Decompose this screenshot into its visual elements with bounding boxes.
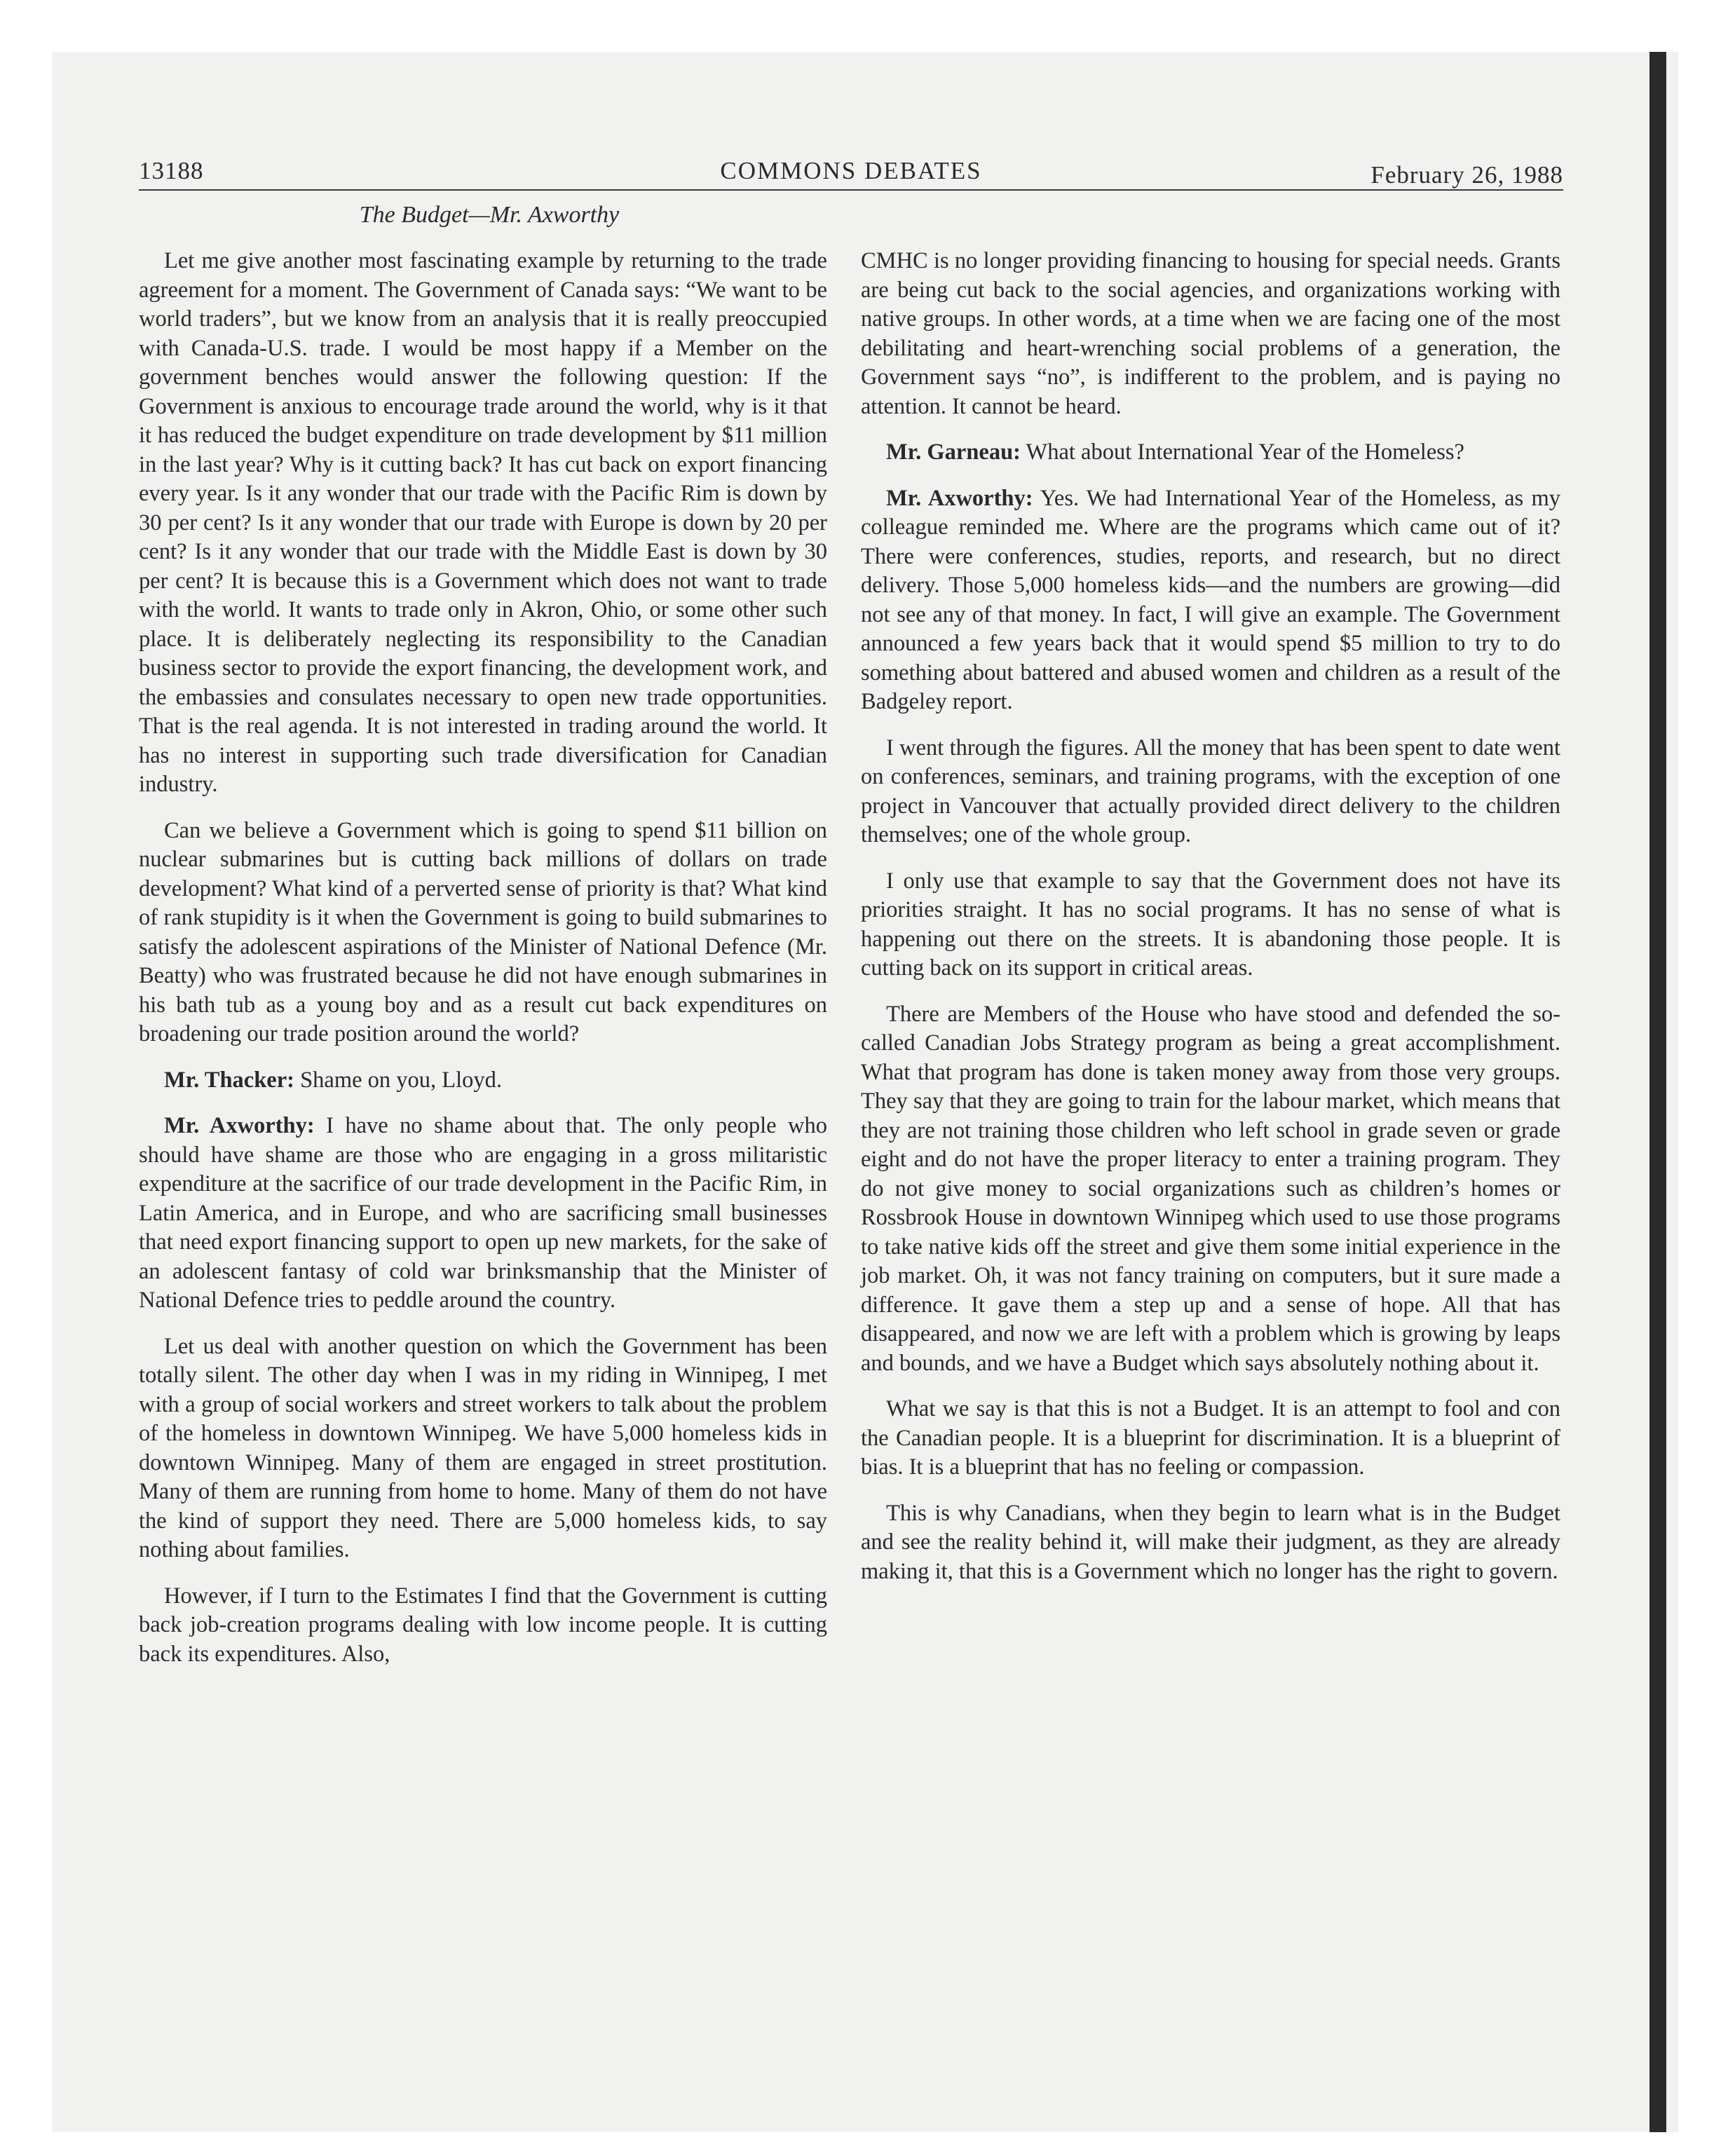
paragraph: What we say is that this is not a Budget. It is an attempt to fool and con the Canadian people. It is a blueprint for discrimination. It is a blueprint of bias. It is a blueprint that has no feeling or compassion.	[861, 1396, 1560, 1480]
paragraph: I only use that example to say that the Government does not have its priorities straight. It has no social programs. It has no sense of what is happening out there on the streets. It is abandoning those people. It is cutting back on its support in critical areas.	[861, 868, 1560, 981]
paragraph: CMHC is no longer providing financing to housing for special needs. Grants are being cut back to the social agencies, and organizations working with native groups. In other words, at a time when we are facing one of the most debilitating and heart-wrenching social problems of a generation, the Government says “no”, is indifferent to the problem, and is paying no attention. It cannot be heard.	[861, 248, 1560, 419]
paragraph: This is why Canadians, when they begin to learn what is in the Budget and see the reality behind it, will make their judgment, as they are already making it, that this is a Government which no longer has the right to govern.	[861, 1500, 1560, 1584]
running-head: The Budget—Mr. Axworthy	[359, 202, 620, 228]
speech-paragraph: Mr. Axworthy: Yes. We had International Year of the Homeless, as my colleague reminded me. Where are the programs which came out of it? There were conferences, studies, reports, and research, but no direct delivery. Those 5,000 homeless kids—and the numbers are growing—did not see any of that money. In fact, I will give an example. The Government announced a few years back that it would spend $5 million to try to do something about battered and abused women and children as a result of the Badgeley report.	[861, 485, 1560, 714]
paragraph: Let us deal with another question on which the Government has been totally silent. The other day when I was in my riding in Winnipeg, I met with a group of social workers and street workers to talk about the problem of the homeless in downtown Winnipeg. We have 5,000 homeless kids in downtown Winnipeg. Many of them are engaged in street prostitution. Many of them are running from home to home. Many of them do not have the kind of support they need. There are 5,000 homeless kids, to say nothing about families.	[139, 1333, 827, 1562]
speaker-name: Mr. Axworthy:	[886, 485, 1033, 511]
speaker-name: Mr. Axworthy:	[164, 1113, 315, 1138]
page-date: February 26, 1988	[1370, 161, 1563, 189]
paragraph: I went through the figures. All the money that has been spent to date went on conferences, seminars, and training programs, with the exception of one project in Vancouver that actually provided direct delivery to the children themselves; one of the whole group.	[861, 735, 1560, 847]
right-column	[861, 247, 1560, 1603]
speaker-name: Mr. Thacker:	[164, 1067, 294, 1093]
speech-paragraph: Mr. Thacker: Shame on you, Lloyd.	[164, 1067, 503, 1093]
speech-paragraph: Mr. Garneau: What about International Year of the Homeless?	[886, 439, 1464, 465]
page-header	[139, 150, 1563, 189]
speech-paragraph: Mr. Axworthy: I have no shame about that. The only people who should have shame are those who are engaging in a gross militaristic expenditure at the sacrifice of our trade development in the Pacific Rim, in Latin America, and in Europe, and who are sacrificing small businesses that need export financing support to open up new markets, for the sake of an adolescent fantasy of cold war brinksmanship that the Minister of National Defence tries to peddle around the country.	[139, 1113, 827, 1313]
page-number: 13188	[139, 157, 204, 184]
speaker-name: Mr. Garneau:	[886, 439, 1021, 465]
paragraph: Let me give another most fascinating example by returning to the trade agreement for a moment. The Government of Canada says: “We want to be world traders”, but we know from an analysis that it is really preoccupied with Canada-U.S. trade. I would be most happy if a Member on the government benches would answer the following question: If the Government is anxious to encourage trade around the world, why is it that it has reduced the budget expenditure on trade development by $11 million in the last year? Why is it cutting back? It has cut back on export financing every year. Is it any wonder that our trade with the Pacific Rim is down by 30 per cent? Is it any wonder that our trade with Europe is down by 20 per cent? Is it any wonder that our trade with the Middle East is down by 30 per cent? It is because this is a Government which does not want to trade with the world. It wants to trade only in Akron, Ohio, or some other such place. It is deliberately neglecting its responsibility to the Canadian business sector to provide the export financing, the development work, and the embassies and consulates necessary to open new trade opportunities. That is the real agenda. It is not interested in trading around the world. It has no interest in supporting such trade diversification for Canadian industry.	[139, 248, 827, 797]
paragraph: There are Members of the House who have stood and defended the so-called Canadian Jobs Strategy program as being a great accomplishment. What that program has done is taken money away from those very groups. They say that they are going to train for the labour market, which means that they are not training those children who left school in grade seven or grade eight and do not have the proper literacy to enter a training program. They do not give money to social organizations such as children’s homes or Rossbrook House in downtown Winnipeg which used to use those programs to take native kids off the street and give them some initial experience in the job market. Oh, it was not fancy training on computers, but it sure made a difference. It gave them a step up and a sense of hope. All that has disappeared, and now we are left with a problem which is growing by leaps and bounds, and we have a Budget which says absolutely nothing about it.	[861, 1001, 1560, 1376]
paragraph: Can we believe a Government which is going to spend $11 billion on nuclear submarines but is cutting back millions of dollars on trade development? What kind of a perverted sense of priority is that? What kind of rank stupidity is it when the Government is going to build submarines to satisfy the adolescent aspirations of the Minister of National Defence (Mr. Beatty) who was frustrated because he did not have enough submarines in his bath tub as a young boy and as a result cut back expenditures on broadening our trade position around the world?	[139, 817, 827, 1046]
left-column	[139, 247, 827, 1686]
header-rule	[139, 189, 1563, 191]
scan-edge-bar	[1649, 52, 1666, 2132]
paragraph: However, if I turn to the Estimates I find that the Government is cutting back job-creation programs dealing with low income people. It is cutting back its expenditures. Also,	[139, 1583, 827, 1667]
publication-title: COMMONS DEBATES	[720, 157, 982, 184]
